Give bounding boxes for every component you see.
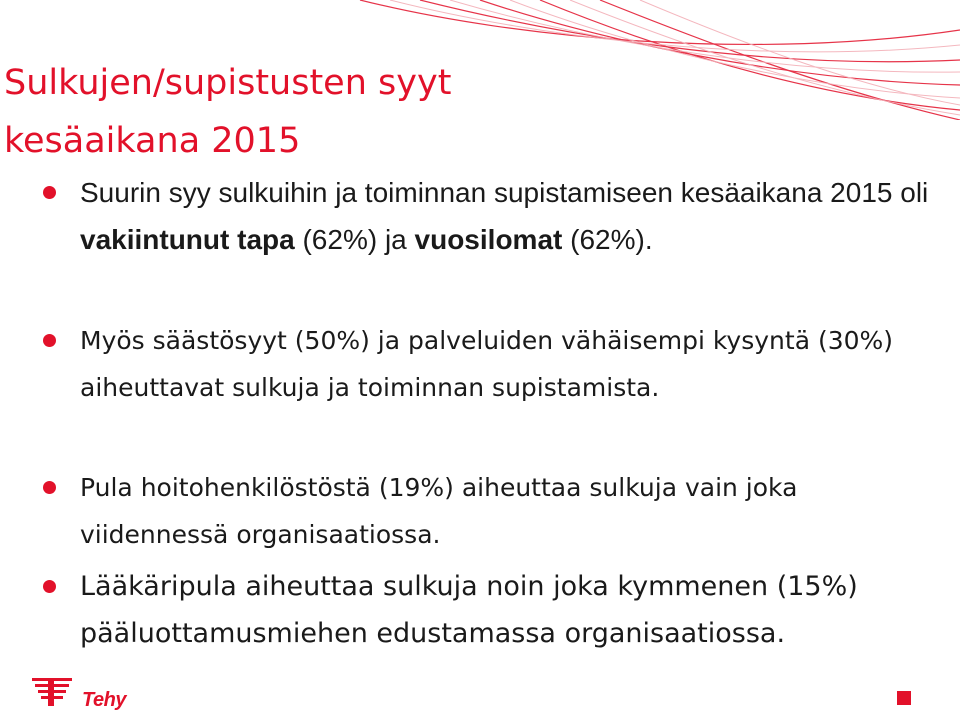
bullet-item-2 — [80, 317, 940, 411]
bullet-4-text: Lääkäripula aiheuttaa sulkuja noin joka kymmenen (15%) pääluottamusmiehen edustamassa organisaatiossa. — [80, 571, 858, 649]
bullet-dot-icon — [43, 481, 56, 494]
logo-wordmark: Tehy — [82, 689, 126, 711]
bullet-dot-icon — [43, 186, 56, 199]
bullet-3-text: Pula hoitohenkilöstöstä (19%) aiheuttaa sulkuja vain joka viidennessä organisaatiossa. — [80, 473, 798, 549]
bullet-item-1 — [80, 169, 940, 263]
bullet-item-3 — [80, 464, 940, 558]
bullet-1-emphasis-vacations: vuosilomat — [414, 224, 563, 255]
bullet-dot-icon — [43, 334, 56, 347]
title-line-1: Sulkujen/supistusten syyt — [4, 63, 452, 103]
bullet-1-text-3: (62%). — [562, 224, 653, 255]
bullet-2-text: Myös säästösyyt (50%) ja palveluiden vähäisempi kysyntä (30%) aiheuttavat sulkuja ja toiminnan supistamista. — [80, 326, 894, 402]
corner-square-icon — [897, 691, 911, 705]
page-title — [4, 54, 451, 170]
bullet-item-4 — [80, 563, 940, 657]
title-line-2: kesäaikana 2015 — [4, 121, 301, 161]
bullet-dot-icon — [43, 580, 56, 593]
bullet-1-text: Suurin syy sulkuihin ja toiminnan supistamiseen kesäaikana 2015 oli — [80, 177, 929, 208]
tehy-logo-icon — [28, 676, 78, 708]
bullet-1-emphasis-tradition: vakiintunut tapa — [80, 224, 295, 255]
bullet-1-text-2: (62%) ja — [294, 224, 415, 255]
